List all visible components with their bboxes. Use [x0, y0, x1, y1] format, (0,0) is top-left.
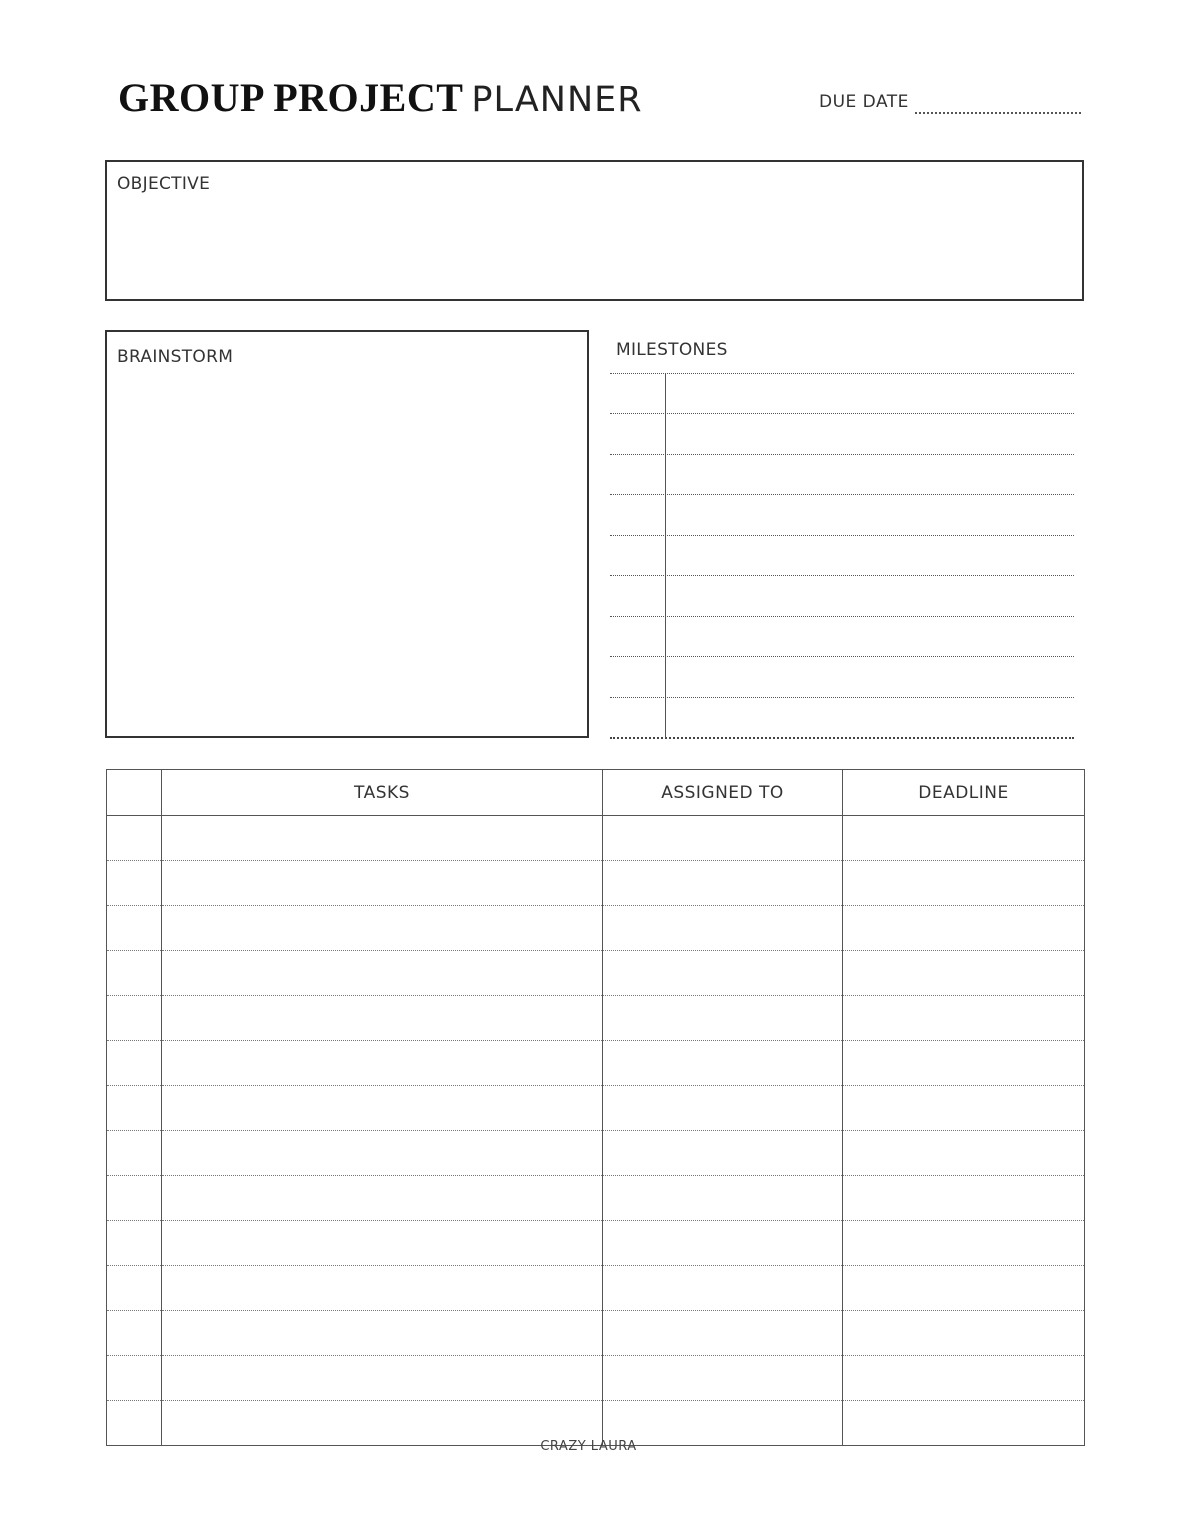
task-cell[interactable] — [162, 1176, 603, 1221]
deadline-cell[interactable] — [843, 1176, 1085, 1221]
check-cell[interactable] — [107, 1176, 162, 1221]
deadline-cell[interactable] — [843, 951, 1085, 996]
table-row — [107, 816, 1085, 861]
check-cell[interactable] — [107, 1221, 162, 1266]
deadline-cell[interactable] — [843, 1311, 1085, 1356]
check-cell[interactable] — [107, 951, 162, 996]
check-cell[interactable] — [107, 906, 162, 951]
footer-brand: CRAZY LAURA — [540, 1439, 637, 1454]
due-date-field[interactable] — [915, 112, 1081, 114]
milestone-line[interactable] — [610, 494, 1074, 495]
milestones-label: MILESTONES — [616, 340, 728, 360]
deadline-column-header: DEADLINE — [843, 770, 1085, 816]
task-cell[interactable] — [162, 1356, 603, 1401]
check-cell[interactable] — [107, 1041, 162, 1086]
table-row — [107, 861, 1085, 906]
check-cell[interactable] — [107, 861, 162, 906]
milestone-line[interactable] — [610, 616, 1074, 617]
deadline-cell[interactable] — [843, 1041, 1085, 1086]
deadline-cell[interactable] — [843, 1131, 1085, 1176]
deadline-cell[interactable] — [843, 1221, 1085, 1266]
task-cell[interactable] — [162, 1311, 603, 1356]
task-cell[interactable] — [162, 1086, 603, 1131]
check-cell[interactable] — [107, 1266, 162, 1311]
deadline-cell[interactable] — [843, 1266, 1085, 1311]
assigned-cell[interactable] — [603, 1311, 843, 1356]
assigned-cell[interactable] — [603, 906, 843, 951]
deadline-cell[interactable] — [843, 816, 1085, 861]
tasks-table — [106, 769, 1085, 1446]
milestone-line[interactable] — [610, 535, 1074, 536]
assigned-cell[interactable] — [603, 1176, 843, 1221]
objective-box[interactable] — [105, 160, 1084, 301]
assigned-cell[interactable] — [603, 996, 843, 1041]
check-cell[interactable] — [107, 816, 162, 861]
check-cell[interactable] — [107, 996, 162, 1041]
assigned-cell[interactable] — [603, 951, 843, 996]
assigned-cell[interactable] — [603, 1041, 843, 1086]
table-row — [107, 1221, 1085, 1266]
assigned-cell[interactable] — [603, 816, 843, 861]
milestone-line[interactable] — [610, 656, 1074, 657]
table-row — [107, 1176, 1085, 1221]
objective-label: OBJECTIVE — [117, 174, 211, 194]
tasks-body — [107, 816, 1085, 1446]
title-bold-text: GROUP PROJECT — [118, 75, 464, 120]
assigned-cell[interactable] — [603, 1086, 843, 1131]
milestone-line[interactable] — [610, 413, 1074, 414]
table-row — [107, 906, 1085, 951]
table-row — [107, 951, 1085, 996]
assigned-to-column-header: ASSIGNED TO — [603, 770, 843, 816]
task-cell[interactable] — [162, 1266, 603, 1311]
table-row — [107, 1131, 1085, 1176]
table-row — [107, 1086, 1085, 1131]
task-cell[interactable] — [162, 861, 603, 906]
task-cell[interactable] — [162, 906, 603, 951]
task-cell[interactable] — [162, 951, 603, 996]
milestone-line[interactable] — [610, 697, 1074, 698]
task-cell[interactable] — [162, 1041, 603, 1086]
deadline-cell[interactable] — [843, 996, 1085, 1041]
table-row — [107, 1356, 1085, 1401]
page-title — [118, 74, 643, 124]
task-cell[interactable] — [162, 1221, 603, 1266]
assigned-cell[interactable] — [603, 1266, 843, 1311]
table-row — [107, 1041, 1085, 1086]
table-row — [107, 996, 1085, 1041]
check-cell[interactable] — [107, 1356, 162, 1401]
task-cell[interactable] — [162, 996, 603, 1041]
assigned-cell[interactable] — [603, 1221, 843, 1266]
brainstorm-box[interactable] — [105, 330, 589, 738]
deadline-cell[interactable] — [843, 861, 1085, 906]
deadline-cell[interactable] — [843, 1086, 1085, 1131]
tasks-column-header: TASKS — [162, 770, 603, 816]
check-cell[interactable] — [107, 1131, 162, 1176]
due-date-label: DUE DATE — [819, 92, 909, 112]
milestone-line[interactable] — [610, 575, 1074, 576]
milestone-line[interactable] — [610, 373, 1074, 374]
deadline-cell[interactable] — [843, 1356, 1085, 1401]
milestone-line[interactable] — [610, 737, 1074, 739]
assigned-cell[interactable] — [603, 1131, 843, 1176]
deadline-cell[interactable] — [843, 906, 1085, 951]
milestone-divider — [665, 374, 666, 738]
tasks-header-row — [107, 770, 1085, 816]
title-light-text: PLANNER — [471, 80, 643, 120]
check-cell[interactable] — [107, 1311, 162, 1356]
brainstorm-label: BRAINSTORM — [117, 347, 234, 367]
check-cell[interactable] — [107, 1086, 162, 1131]
assigned-cell[interactable] — [603, 1356, 843, 1401]
task-cell[interactable] — [162, 1131, 603, 1176]
table-row — [107, 1311, 1085, 1356]
task-cell[interactable] — [162, 816, 603, 861]
assigned-cell[interactable] — [603, 861, 843, 906]
milestone-line[interactable] — [610, 454, 1074, 455]
table-row — [107, 1266, 1085, 1311]
check-column-header — [107, 770, 162, 816]
